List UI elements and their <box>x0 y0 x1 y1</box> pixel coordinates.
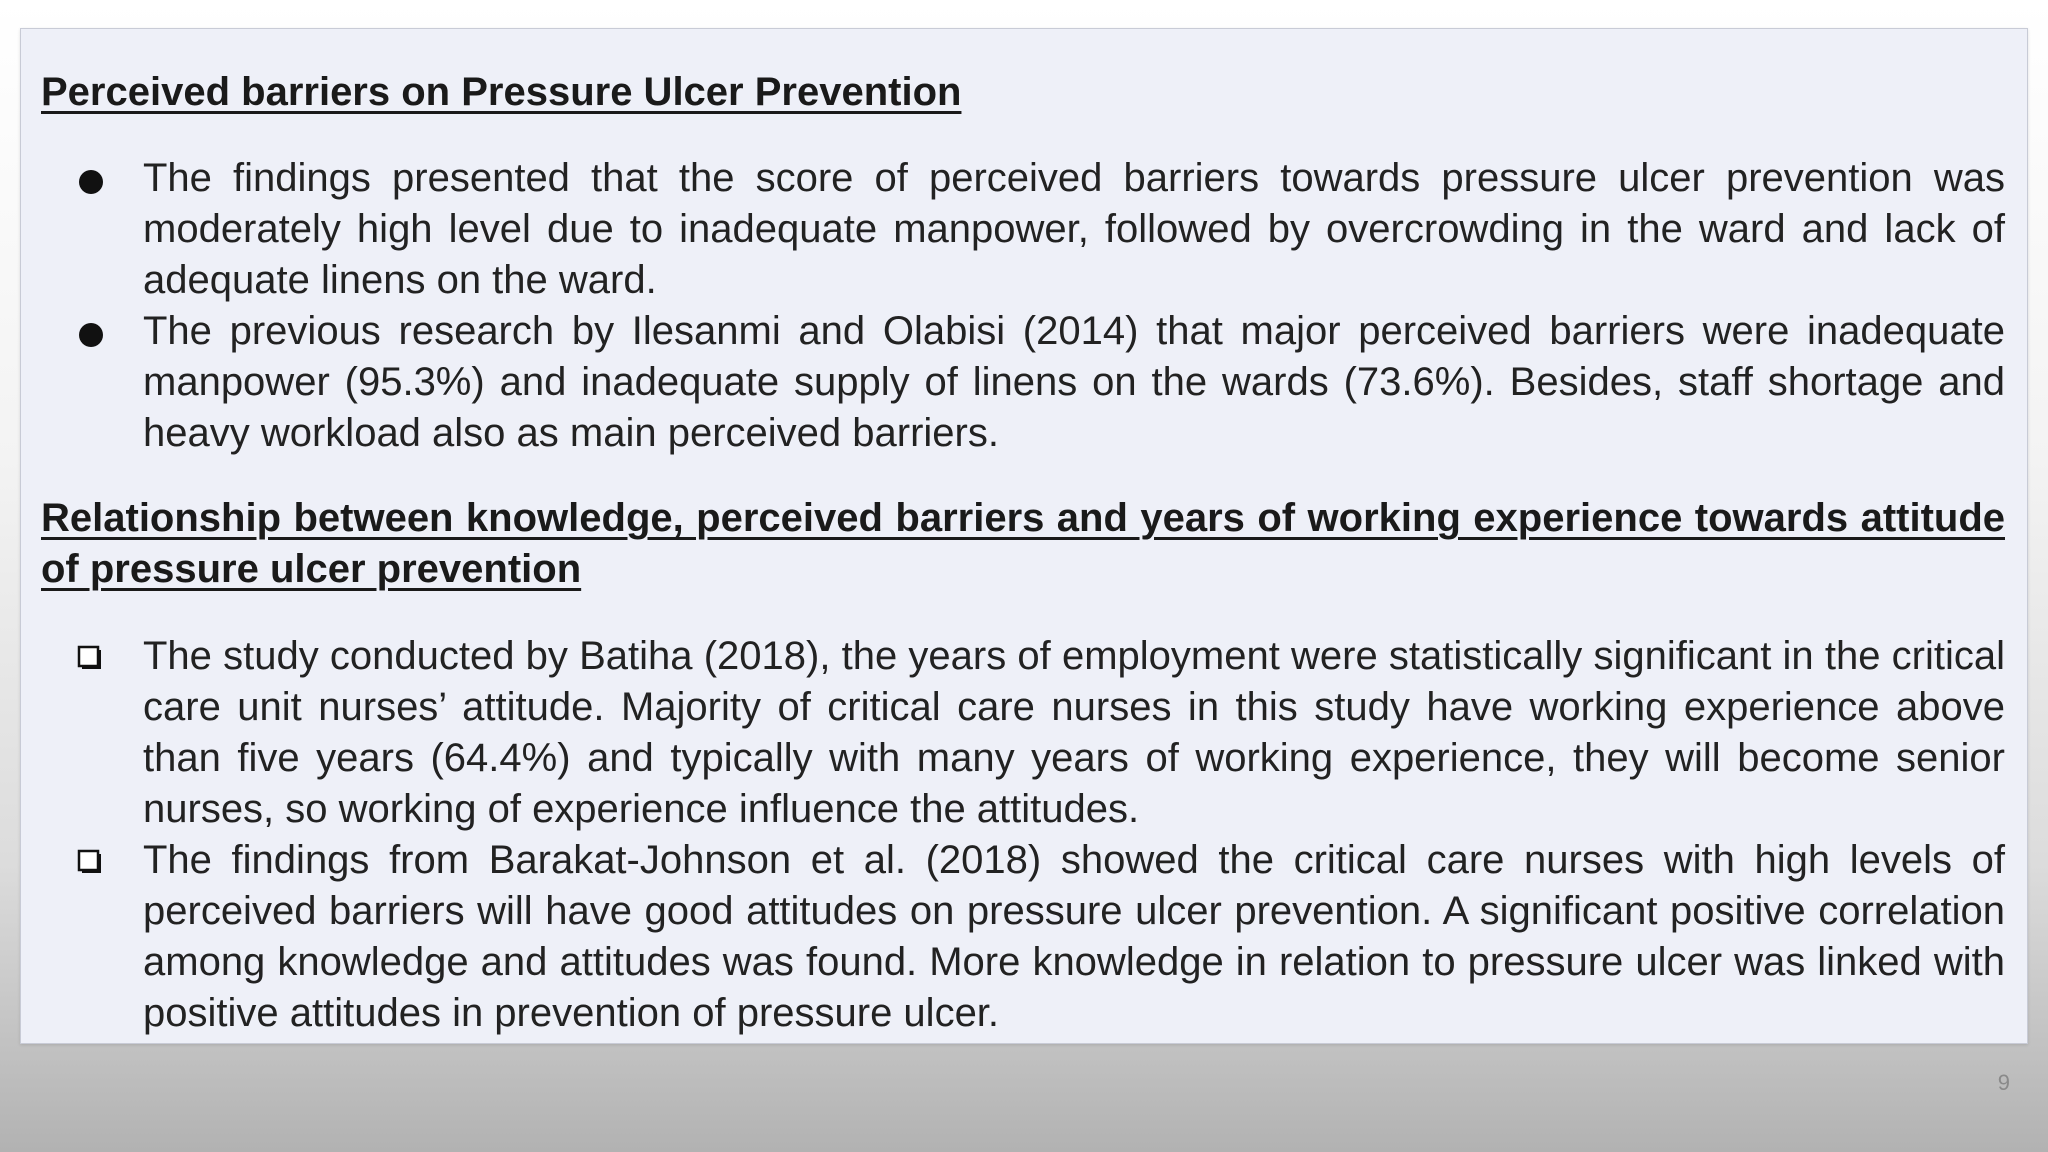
filled-circle-bullet-icon <box>79 170 103 194</box>
bullet-text: The study conducted by Batiha (2018), the years of employment were statistically significant in the critical care unit nurses’ attitude. Majority of critical care nurses in this study have working experience above than five years (64.4%) and typically with many years of working experience, they will become senior nurses, so working of experience influence the attitudes. <box>143 634 2005 831</box>
perceived-barriers-bullet-list <box>21 153 2029 459</box>
section-heading-relationship: Relationship between knowledge, perceived barriers and years of working experience towards attitude of pressure ulcer prevention <box>41 496 2005 591</box>
list-item <box>21 631 2005 835</box>
bullet-text: The findings from Barakat-Johnson et al. (2018) showed the critical care nurses with high levels of perceived barriers will have good attitudes on pressure ulcer prevention. A significant positive correlation among knowledge and attitudes was found. More knowledge in relation to pressure ulcer was linked with positive attitudes in prevention of pressure ulcer. <box>143 838 2005 1035</box>
shadowed-box-bullet-icon <box>77 645 105 673</box>
relationship-bullet-list <box>21 631 2029 1039</box>
list-item <box>21 153 2005 306</box>
filled-circle-bullet-icon <box>79 323 103 347</box>
list-item <box>21 835 2005 1039</box>
bullet-text: The previous research by Ilesanmi and Olabisi (2014) that major perceived barriers were inadequate manpower (95.3%) and inadequate supply of linens on the wards (73.6%). Besides, staff shortage and heavy workload also as main perceived barriers. <box>143 309 2005 455</box>
section-heading-perceived-barriers: Perceived barriers on Pressure Ulcer Prevention <box>41 70 962 114</box>
bullet-text: The findings presented that the score of perceived barriers towards pressure ulcer prevention was moderately high level due to inadequate manpower, followed by overcrowding in the ward and lack of adequate linens on the ward. <box>143 156 2005 302</box>
list-item <box>21 306 2005 459</box>
slide-page-number: 9 <box>1997 1070 2010 1095</box>
slide-content-panel <box>20 28 2028 1044</box>
shadowed-box-bullet-icon <box>77 849 105 877</box>
